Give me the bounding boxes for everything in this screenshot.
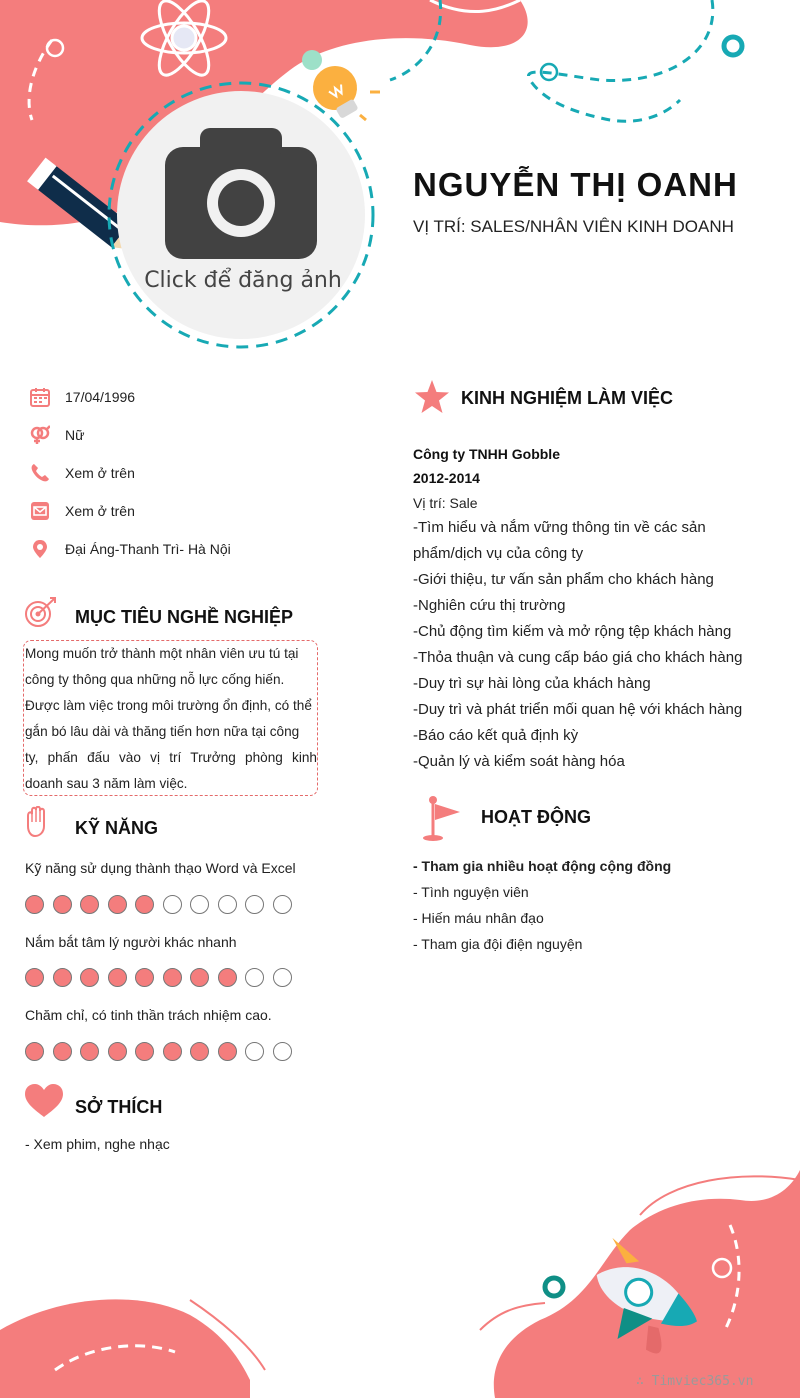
duty-item: -Duy trì sự hài lòng của khách hàng <box>413 675 651 692</box>
rating-dot-filled <box>80 1042 99 1061</box>
rating-dot-filled <box>53 968 72 987</box>
skills-title: KỸ NĂNG <box>75 818 159 838</box>
gender-row <box>30 423 84 447</box>
experience-years: 2012-2014 <box>413 470 480 486</box>
objective-line: ty, phấn đấu vào vị trí Trưởng phòng kinh <box>25 750 317 765</box>
objective-line: gắn bó lâu dài và thăng tiến hơn nữa tại công <box>25 724 300 739</box>
experience-duties <box>413 515 773 775</box>
rating-dot-filled <box>135 895 154 914</box>
duty-item: -Thỏa thuận và cung cấp báo giá cho khách hàng <box>413 649 743 666</box>
objective-line: Mong muốn trở thành một nhân viên ưu tú tại <box>25 646 299 661</box>
activity-item: - Tham gia đội điện nguyện <box>413 936 583 952</box>
rating-dot-filled <box>190 1042 209 1061</box>
objective-title: MỤC TIÊU NGHỀ NGHIỆP <box>75 607 294 627</box>
birthdate-row <box>30 385 135 409</box>
skill-name: Nắm bắt tâm lý người khác nhanh <box>25 934 237 950</box>
rating-dot-filled <box>163 1042 182 1061</box>
rating-dot-empty <box>218 895 237 914</box>
birthdate-value: 17/04/1996 <box>65 389 136 405</box>
duty-item: -Giới thiệu, tư vấn sản phẩm cho khách hàng <box>413 571 714 588</box>
rating-dot-filled <box>80 968 99 987</box>
skill-rating <box>25 895 292 914</box>
objective-line: Được làm việc trong môi trường ổn định, có thể <box>25 698 312 713</box>
activities-title: HOẠT ĐỘNG <box>481 807 591 827</box>
address-value: Đại Áng-Thanh Trì- Hà Nội <box>65 541 231 557</box>
rating-dot-filled <box>80 895 99 914</box>
rating-dot-empty <box>245 968 264 987</box>
phone-icon <box>30 463 50 483</box>
location-pin-icon <box>30 539 50 559</box>
duty-item: -Nghiên cứu thị trường <box>413 597 566 614</box>
rating-dot-empty <box>273 968 292 987</box>
gender-value: Nữ <box>65 427 85 443</box>
experience-company: Công ty TNHH Gobble <box>413 446 560 462</box>
gender-icon <box>30 425 50 445</box>
rating-dot-filled <box>163 968 182 987</box>
skill-name: Chăm chỉ, có tinh thần trách nhiệm cao. <box>25 1007 272 1023</box>
target-icon <box>24 596 58 628</box>
upload-photo-button[interactable]: Click để đăng ảnh <box>144 268 342 293</box>
email-value: Xem ở trên <box>65 503 135 519</box>
rating-dot-filled <box>218 1042 237 1061</box>
objective-line: doanh sau 3 năm làm việc. <box>25 776 188 791</box>
rating-dot-filled <box>25 968 44 987</box>
star-icon <box>414 380 450 414</box>
skill-rating <box>25 1042 292 1061</box>
rating-dot-filled <box>53 1042 72 1061</box>
rating-dot-filled <box>25 1042 44 1061</box>
address-row <box>30 537 231 561</box>
rating-dot-filled <box>135 968 154 987</box>
rating-dot-filled <box>108 1042 127 1061</box>
rating-dot-filled <box>108 968 127 987</box>
flag-icon <box>420 796 464 842</box>
candidate-name: NGUYỄN THỊ OANH <box>413 166 738 203</box>
rating-dot-filled <box>53 895 72 914</box>
activity-item: - Hiến máu nhân đạo <box>413 910 544 926</box>
phone-value: Xem ở trên <box>65 465 135 481</box>
duty-item: -Tìm hiểu và nắm vững thông tin về các sản phẩm/dịch vụ của công ty <box>413 519 706 562</box>
rating-dot-empty <box>190 895 209 914</box>
duty-item: -Báo cáo kết quả định kỳ <box>413 727 579 744</box>
hobby-item: - Xem phim, nghe nhạc <box>25 1136 170 1152</box>
rating-dot-empty <box>273 895 292 914</box>
email-row <box>30 499 135 523</box>
fist-icon <box>25 806 47 838</box>
rating-dot-filled <box>218 968 237 987</box>
hobbies-title: SỞ THÍCH <box>75 1097 163 1117</box>
objective-line: công ty thông qua những nỗ lực cống hiến. <box>25 672 285 687</box>
duty-item: -Chủ động tìm kiếm và mở rộng tệp khách hàng <box>413 623 732 640</box>
rating-dot-empty <box>163 895 182 914</box>
skill-rating <box>25 968 292 987</box>
job-position: VỊ TRÍ: SALES/NHÂN VIÊN KINH DOANH <box>413 217 734 236</box>
experience-title: KINH NGHIỆM LÀM VIỆC <box>461 388 674 408</box>
camera-icon <box>165 128 317 259</box>
activities-list <box>413 853 671 957</box>
phone-row <box>30 461 135 485</box>
calendar-icon <box>30 387 50 407</box>
rating-dot-filled <box>25 895 44 914</box>
rating-dot-empty <box>245 1042 264 1061</box>
rating-dot-filled <box>108 895 127 914</box>
email-icon <box>30 501 50 521</box>
activity-item: - Tình nguyện viên <box>413 884 529 900</box>
rating-dot-filled <box>190 968 209 987</box>
activity-item: - Tham gia nhiều hoạt động cộng đồng <box>413 858 672 874</box>
branding-watermark: ∴ Timviec365.vn <box>636 1374 754 1389</box>
duty-item: -Duy trì và phát triển mối quan hệ với khách hàng <box>413 701 743 718</box>
heart-icon <box>25 1084 63 1118</box>
rating-dot-filled <box>135 1042 154 1061</box>
objective-text[interactable] <box>23 640 318 796</box>
duty-item: -Quản lý và kiểm soát hàng hóa <box>413 753 625 770</box>
experience-role: Vị trí: Sale <box>413 495 478 511</box>
skill-name: Kỹ năng sử dụng thành thạo Word và Excel <box>25 860 296 876</box>
rating-dot-empty <box>245 895 264 914</box>
rating-dot-empty <box>273 1042 292 1061</box>
